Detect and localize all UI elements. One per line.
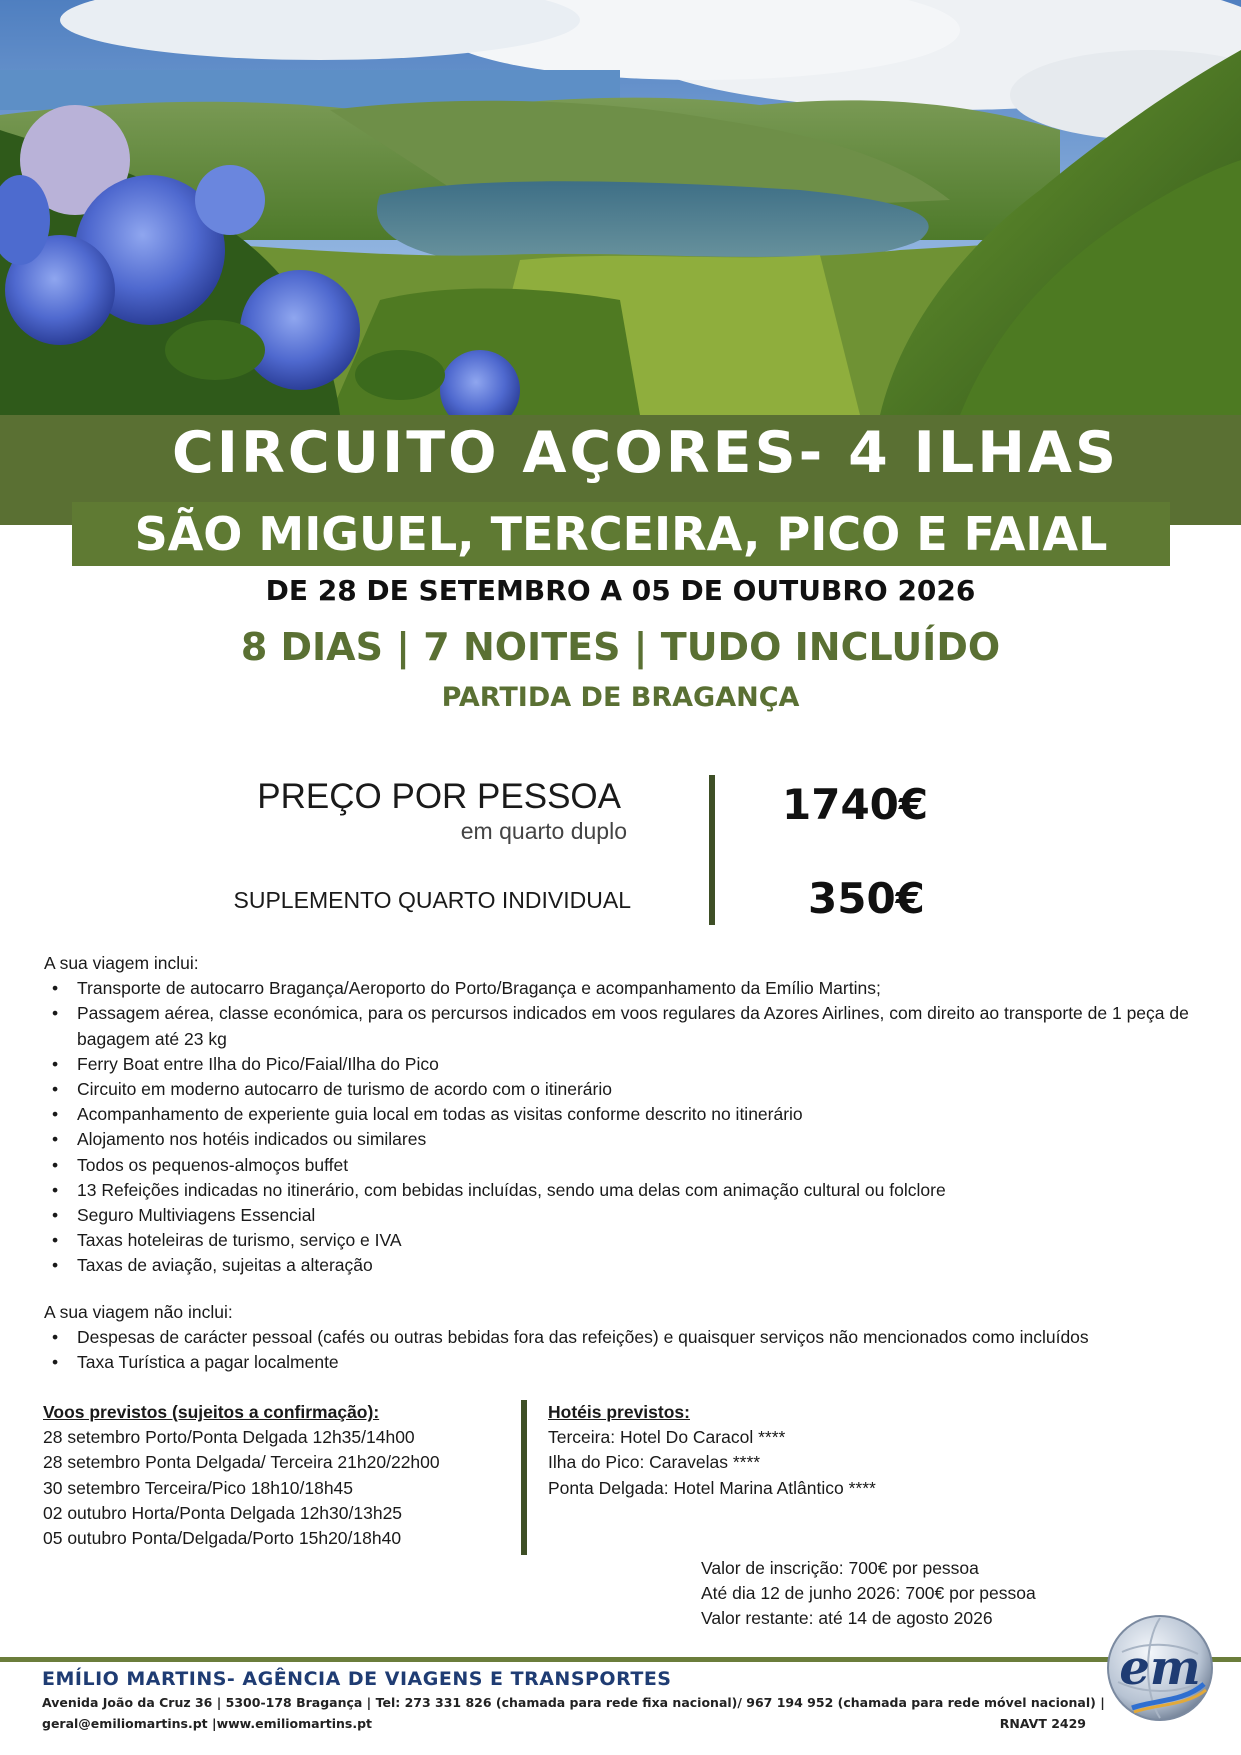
footer-divider [0,1657,1241,1662]
flight-item: 02 outubro Horta/Ponta Delgada 12h30/13h25 [43,1502,403,1523]
footer-license: RNAVT 2429 [999,1716,1086,1731]
includes-section [44,951,1204,1279]
footer-address: Avenida João da Cruz 36 | 5300-178 Bragança | Tel: 273 331 826 (chamada para rede fixa nacional)/ 967 194 952 (chamada para rede móvel nacional) | [42,1695,1105,1710]
flight-item: 28 setembro Ponta Delgada/ Terceira 21h20/22h00 [43,1452,440,1473]
hotels-section [548,1400,998,1501]
single-supplement-label: SUPLEMENTO QUARTO INDIVIDUAL [233,887,631,913]
hotel-item: Terceira: Hotel Do Caracol **** [548,1427,786,1448]
footer-contact: geral@emiliomartins.pt |www.emiliomartins.pt [42,1716,372,1731]
payment-terms [701,1556,1036,1632]
hotel-item: Ilha do Pico: Caravelas **** [548,1452,761,1473]
payment-line: Valor de inscrição: 700€ por pessoa [701,1558,979,1578]
excludes-list [44,1325,1204,1375]
list-item: • Ferry Boat entre Ilha do Pico/Faial/Ilha do Pico [44,1052,1204,1077]
payment-line: Até dia 12 de junho 2026: 700€ por pessoa [701,1583,1036,1604]
price-per-person-label: PREÇO POR PESSOA [257,777,621,816]
list-item: • Seguro Multiviagens Essencial [44,1203,1204,1228]
flights-heading: Voos previstos (sujeitos a confirmação): [43,1402,380,1422]
excludes-section [44,1300,1204,1376]
list-item: • Todos os pequenos-almoços buffet [44,1153,1204,1178]
logo-monogram: em [1119,1640,1201,1696]
flight-item: 30 setembro Terceira/Pico 18h10/18h45 [43,1477,354,1498]
list-item: • Taxa Turística a pagar localmente [44,1350,1204,1375]
list-item: • Acompanhamento de experiente guia local em todas as visitas conforme descrito no itinerário [44,1102,1204,1127]
list-item: • Alojamento nos hotéis indicados ou similares [44,1127,1204,1152]
list-item: • 13 Refeições indicadas no itinerário, com bebidas incluídas, sendo uma delas com animação cultural ou folclore [44,1178,1204,1203]
hotels-heading: Hotéis previstos: [548,1402,690,1422]
departure-city: PARTIDA DE BRAGANÇA [441,682,800,713]
list-item: • Despesas de carácter pessoal (cafés ou outras bebidas fora das refeições) e quaisquer serviços não mencionados como incluídos [44,1325,1204,1350]
islands-subtitle: SÃO MIGUEL, TERCEIRA, PICO E FAIAL [72,502,1170,566]
includes-list [44,976,1204,1278]
company-logo [1104,1612,1216,1724]
column-divider [521,1400,527,1555]
footer-company-name: EMÍLIO MARTINS- AGÊNCIA DE VIAGENS E TRANSPORTES [42,1668,672,1690]
excludes-heading: A sua viagem não inclui: [44,1302,233,1322]
single-supplement-value: 350€ [808,874,925,923]
flight-item: 28 setembro Porto/Ponta Delgada 12h35/14h00 [43,1427,415,1448]
payment-line: Valor restante: até 14 de agosto 2026 [701,1608,993,1629]
includes-heading: A sua viagem inclui: [44,953,199,973]
list-item: • Circuito em moderno autocarro de turismo de acordo com o itinerário [44,1077,1204,1102]
tour-title: CIRCUITO AÇORES- 4 ILHAS [171,420,1120,486]
list-item: • Passagem aérea, classe económica, para os percursos indicados em voos regulares da Azores Airlines, com direito ao transporte de 1 peça de bagagem até 23 kg [44,1001,1204,1051]
price-divider [709,775,715,925]
list-item: • Taxas de aviação, sujeitas a alteração [44,1253,1204,1278]
list-item: • Taxas hoteleiras de turismo, serviço e IVA [44,1228,1204,1253]
hero-photo [0,0,1241,415]
price-value: 1740€ [782,780,929,829]
travel-dates: DE 28 DE SETEMBRO A 05 DE OUTUBRO 2026 [265,574,976,607]
flight-item: 05 outubro Ponta/Delgada/Porto 15h20/18h40 [43,1528,402,1549]
list-item: • Transporte de autocarro Bragança/Aeroporto do Porto/Bragança e acompanhamento da Emílio Martins; [44,976,1204,1001]
hotel-item: Ponta Delgada: Hotel Marina Atlântico **** [548,1477,876,1498]
price-room-type: em quarto duplo [460,818,627,844]
flights-section [43,1400,513,1551]
trip-duration: 8 DIAS | 7 NOITES | TUDO INCLUÍDO [240,625,1001,669]
